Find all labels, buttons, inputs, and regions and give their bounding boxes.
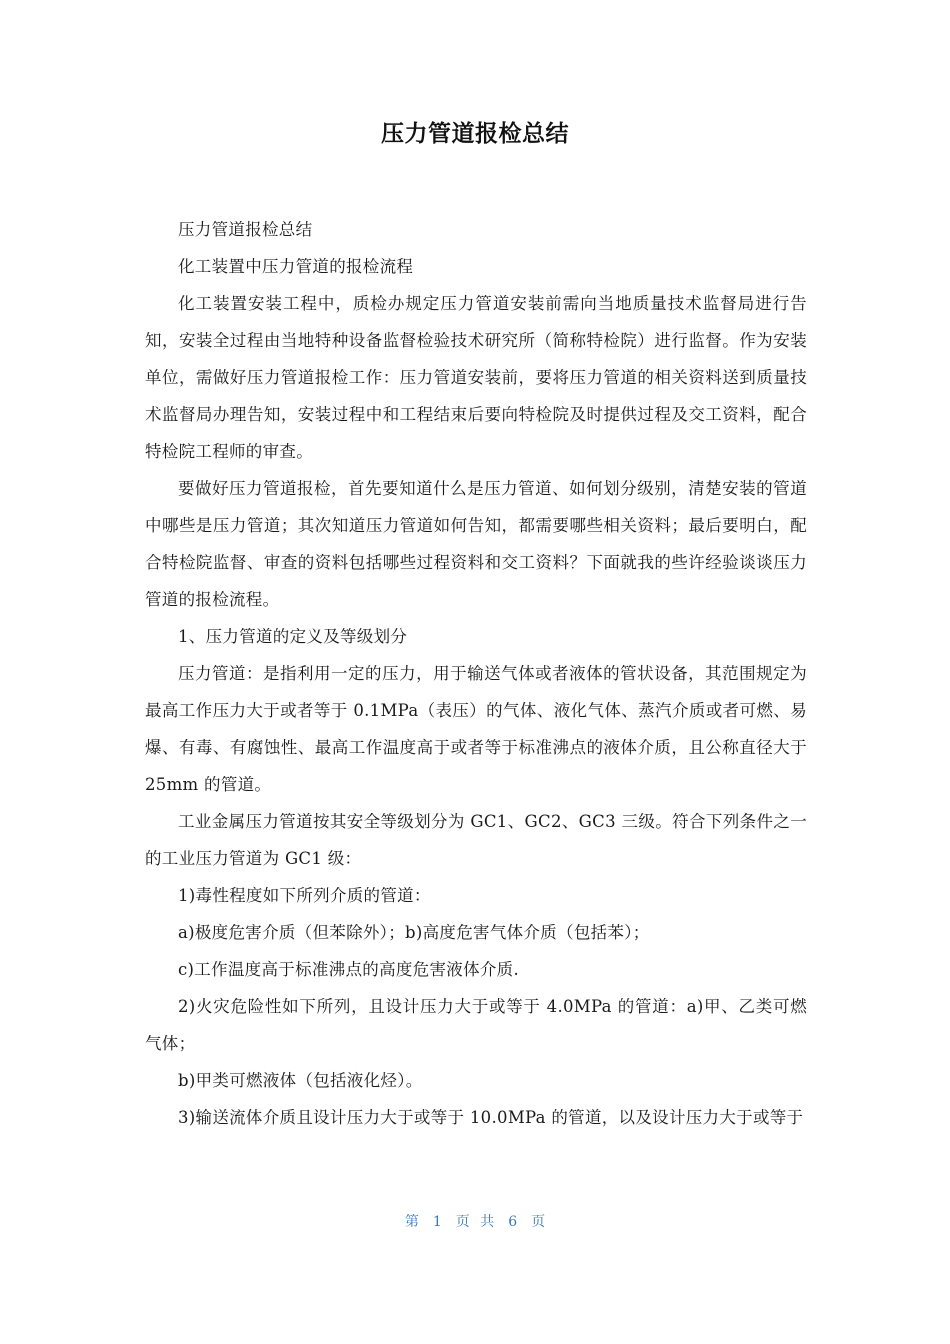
list-item: 1)毒性程度如下所列介质的管道： [178,886,431,905]
list-item: a)极度危害介质（但苯除外）；b)高度危害气体介质（包括苯）； [178,923,650,942]
list-item: 3)输送流体介质且设计压力大于或等于 10.0MPa 的管道，以及设计压力大于或等于 [178,1108,804,1127]
footer-current-page: 1 [432,1214,442,1230]
paragraph: 要做好压力管道报检，首先要知道什么是压力管道、如何划分级别，清楚安装的管道中哪些是压力管道；其次知道压力管道如何告知，都需要哪些相关资料；最后要明白，配合特检院监督、审查的资料包括哪些过程资料和交工资料？下面就我的些许经验谈谈压力管道的报检流程。 [145,479,807,609]
document-title: 压力管道报检总结 [381,121,569,147]
paragraph: 工业金属压力管道按其安全等级划分为 GC1、GC2、GC3 三级。符合下列条件之一的工业压力管道为 GC1 级： [145,812,807,868]
paragraph: 压力管道报检总结 [178,220,313,239]
list-item: b)甲类可燃液体（包括液化烃）。 [178,1071,423,1090]
list-item: c)工作温度高于标准沸点的高度危害液体介质. [178,960,520,979]
list-item: 2)火灾危险性如下所列，且设计压力大于或等于 4.0MPa 的管道：a)甲、乙类可燃气体； [145,997,807,1053]
document-body [145,211,807,1136]
footer-page-label: 第 [404,1214,419,1230]
paragraph: 压力管道：是指利用一定的压力，用于输送气体或者液体的管状设备，其范围规定为最高工作压力大于或者等于 0.1MPa（表压）的气体、液化气体、蒸汽介质或者可燃、易爆、有毒、有腐蚀性、最高工作温度高于或者等于标准沸点的液体介质，且公称直径大于 25mm 的管道。 [145,664,807,794]
paragraph: 化工装置安装工程中，质检办规定压力管道安装前需向当地质量技术监督局进行告知，安装全过程由当地特种设备监督检验技术研究所（简称特检院）进行监督。作为安装单位，需做好压力管道报检工作：压力管道安装前，要将压力管道的相关资料送到质量技术监督局办理告知，安装过程中和工程结束后要向特检院及时提供过程及交工资料，配合特检院工程师的审查。 [145,294,807,461]
footer-page-of-label: 页 共 [455,1214,495,1230]
paragraph: 化工装置中压力管道的报检流程 [178,257,414,276]
footer-total-pages: 6 [508,1214,518,1230]
footer-pages-label: 页 [531,1214,546,1230]
section-heading: 1、压力管道的定义及等级划分 [178,627,408,646]
page-footer [0,1208,950,1236]
